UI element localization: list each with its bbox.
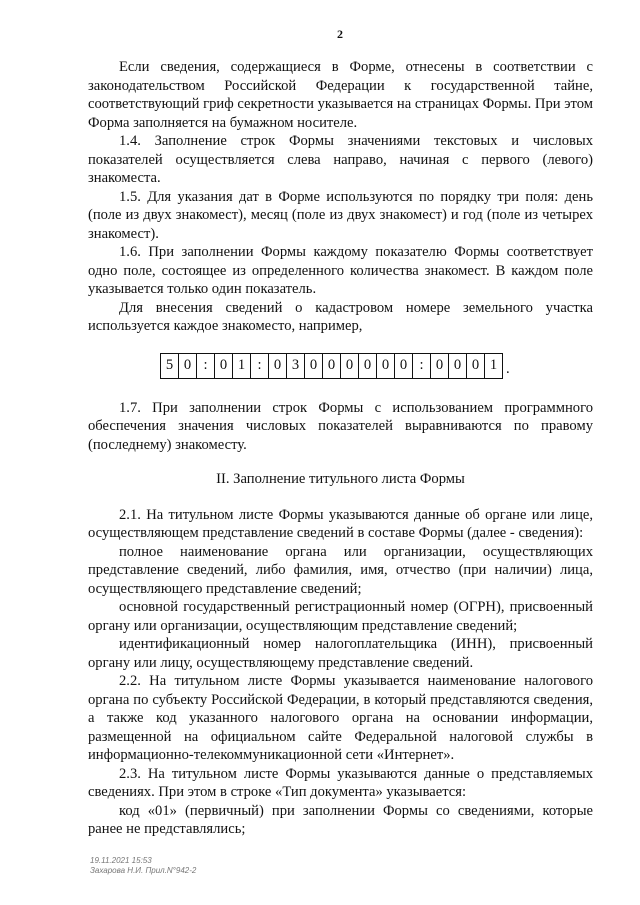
paragraph-ogrn: основной государственный регистрационный номер (ОГРН), присвоенный органу или организации, осуществляющим представление сведений;: [88, 599, 593, 634]
paragraph-code-01: код «01» (первичный) при заполнении Формы со сведениями, которые ранее не представлялись;: [88, 802, 593, 837]
paragraph-full-name: полное наименование органа или организации, осуществляющих представление сведений, либо фамилия, имя, отчество (при наличии) лица, осуществляющего представление сведений;: [88, 543, 593, 597]
cadastral-cell: :: [412, 353, 431, 379]
cadastral-cell: 1: [484, 353, 503, 379]
document-body: [88, 58, 593, 839]
paragraph-secrecy: Если сведения, содержащиеся в Форме, отнесены в соответствии с законодательством Российской Федерации к государственной тайне, соответствующий гриф секретности указывается на страницах Формы. При этом Форма заполняется на бумажном носителе.: [88, 59, 593, 131]
page-number: 2: [337, 27, 343, 41]
paragraph-inn: идентификационный номер налогоплательщика (ИНН), присвоенный органу или лицу, осуществляющему представление сведений.: [88, 636, 593, 671]
section-heading: II. Заполнение титульного листа Формы: [216, 471, 465, 487]
cadastral-cell: 3: [286, 353, 305, 379]
cadastral-cell: 1: [232, 353, 251, 379]
cadastral-cell: 0: [322, 353, 341, 379]
cadastral-cell: 0: [466, 353, 485, 379]
cadastral-cell: 0: [430, 353, 449, 379]
paragraph-1-7: 1.7. При заполнении строк Формы с использованием программного обеспечения значения числовых показателей выравниваются по правому (последнему) знакоместу.: [88, 399, 593, 453]
paragraph-2-3: 2.3. На титульном листе Формы указываются данные о представляемых сведениях. При этом в строке «Тип документа» указывается:: [88, 765, 593, 800]
paragraph-2-1: 2.1. На титульном листе Формы указываются данные об органе или лице, осуществляющем представление сведений в составе Формы (далее - сведения):: [88, 506, 593, 541]
cadastral-cell: 0: [358, 353, 377, 379]
paragraph-cadastral-intro: Для внесения сведений о кадастровом номере земельного участка используется каждое знакоместо, например,: [88, 299, 593, 334]
cadastral-trailing-dot: .: [506, 360, 510, 377]
cadastral-cell: 0: [394, 353, 413, 379]
footer-timestamp: 19.11.2021 15:53: [90, 856, 152, 865]
paragraph-2-2: 2.2. На титульном листе Формы указывается наименование налогового органа по субъекту Российской Федерации, в который представляются сведения, а также код указанного налогового органа на основании информации, размещенной на официальном сайте Федеральной налоговой службы в информационно-телекоммуникационной сети «Интернет».: [88, 673, 593, 763]
cadastral-cell: 5: [160, 353, 179, 379]
cadastral-number-example: [160, 351, 593, 379]
cadastral-cell: 0: [376, 353, 395, 379]
cadastral-cell: 0: [178, 353, 197, 379]
paragraph-1-5: 1.5. Для указания дат в Форме используются по порядку три поля: день (поле из двух знакомест), месяц (поле из двух знакомест) и год (поле из четырех знакомест).: [88, 188, 593, 242]
cadastral-cell: 0: [304, 353, 323, 379]
cadastral-cell: 0: [268, 353, 287, 379]
cadastral-cell: 0: [448, 353, 467, 379]
cadastral-cell: :: [250, 353, 269, 379]
cadastral-cell: 0: [340, 353, 359, 379]
paragraph-1-4: 1.4. Заполнение строк Формы значениями текстовых и числовых показателей осуществляется слева направо, начиная с первого (левого) знакоместа.: [88, 133, 593, 186]
document-footer-stamp: [90, 856, 196, 876]
footer-author: Захарова Н.И. Прил.N°942-2: [90, 866, 197, 875]
paragraph-1-6: 1.6. При заполнении Формы каждому показателю Формы соответствует одно поле, состоящее из определенного количества знакомест. В каждом поле указывается только один показатель.: [88, 244, 593, 297]
cadastral-cell: 0: [214, 353, 233, 379]
cadastral-cell: :: [196, 353, 215, 379]
